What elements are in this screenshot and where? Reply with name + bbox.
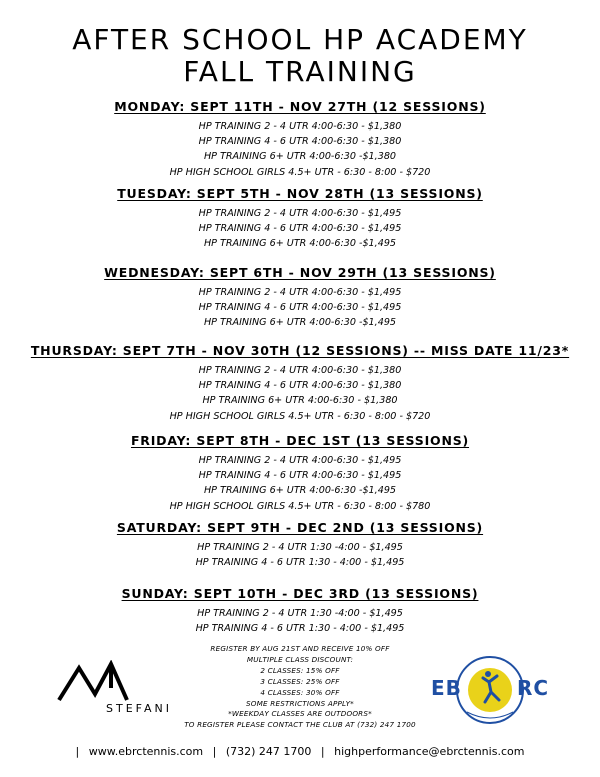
footer-separator: | — [212, 745, 217, 758]
day-block-friday — [0, 430, 600, 514]
session-item: HP TRAINING 6+ UTR 4:00-6:30 -$1,495 — [203, 485, 397, 497]
day-block-sunday — [0, 583, 600, 636]
session-list-saturday — [0, 540, 600, 570]
note-item: 4 CLASSES: 30% OFF — [260, 687, 340, 697]
session-item: HP HIGH SCHOOL GIRLS 4.5+ UTR - 6:30 - 8:00 - $720 — [169, 166, 431, 178]
ebrc-text-right: RC — [517, 676, 550, 700]
session-item: HP TRAINING 4 - 6 UTR 4:00-6:30 - $1,495 — [198, 302, 402, 314]
session-item: HP TRAINING 6+ UTR 4:00-6:30 -$1,495 — [203, 317, 397, 329]
day-block-tuesday — [0, 183, 600, 252]
session-item: HP TRAINING 2 - 4 UTR 4:00-6:30 - $1,495 — [198, 455, 402, 466]
session-item: HP TRAINING 4 - 6 UTR 4:00-6:30 - $1,495 — [198, 223, 402, 235]
note-item: REGISTER BY AUG 21ST AND RECEIVE 10% OFF — [210, 644, 390, 653]
note-item: 3 CLASSES: 25% OFF — [260, 676, 340, 686]
day-heading-monday: MONDAY: SEPT 11TH - NOV 27TH (12 SESSIONS) — [114, 99, 486, 114]
day-block-thursday — [0, 340, 600, 424]
day-block-saturday — [0, 517, 600, 570]
session-item: HP HIGH SCHOOL GIRLS 4.5+ UTR - 6:30 - 8:00 - $720 — [169, 410, 431, 422]
session-item: HP TRAINING 6+ UTR 4:00-6:30 -$1,380 — [203, 151, 397, 163]
footer-separator: | — [75, 745, 80, 758]
session-item: HP TRAINING 2 - 4 UTR 4:00-6:30 - $1,495 — [198, 208, 402, 219]
day-heading-wednesday: WEDNESDAY: SEPT 6TH - NOV 29TH (13 SESSIONS) — [104, 265, 496, 280]
session-item: HP TRAINING 2 - 4 UTR 4:00-6:30 - $1,380 — [198, 365, 402, 376]
day-heading-tuesday: TUESDAY: SEPT 5TH - NOV 28TH (13 SESSIONS) — [117, 186, 483, 201]
day-heading-friday: FRIDAY: SEPT 8TH - DEC 1ST (13 SESSIONS) — [130, 433, 470, 448]
session-item: HP TRAINING 2 - 4 UTR 1:30 -4:00 - $1,495 — [197, 608, 403, 619]
ebrc-text-left: EB — [431, 676, 462, 700]
footer-separator: | — [320, 745, 325, 758]
session-item: HP HIGH SCHOOL GIRLS 4.5+ UTR - 6:30 - 8:00 - $780 — [169, 500, 431, 512]
session-item: HP TRAINING 4 - 6 UTR 4:00-6:30 - $1,495 — [198, 470, 402, 482]
ebrc-logo — [425, 652, 555, 727]
session-list-wednesday — [0, 285, 600, 331]
session-item: HP TRAINING 4 - 6 UTR 1:30 - 4:00 - $1,495 — [195, 557, 405, 569]
session-list-sunday — [0, 606, 600, 636]
session-item: HP TRAINING 6+ UTR 4:00-6:30 - $1,380 — [202, 395, 398, 407]
session-list-friday — [0, 453, 600, 514]
day-heading-sunday: SUNDAY: SEPT 10TH - DEC 3RD (13 SESSIONS) — [121, 586, 479, 601]
session-list-thursday — [0, 363, 600, 424]
page-title-line-2: FALL TRAINING — [183, 55, 417, 88]
stefani-wordmark: STEFANI — [106, 702, 172, 715]
session-item: HP TRAINING 2 - 4 UTR 1:30 -4:00 - $1,495 — [197, 542, 403, 553]
note-item: *WEEKDAY CLASSES ARE OUTDOORS* — [228, 709, 372, 719]
email-link[interactable]: highperformance@ebrctennis.com — [334, 745, 525, 758]
session-item: HP TRAINING 4 - 6 UTR 4:00-6:30 - $1,380 — [198, 380, 402, 392]
note-item: TO REGISTER PLEASE CONTACT THE CLUB AT (732) 247 1700 — [184, 720, 416, 730]
day-block-monday — [0, 96, 600, 180]
phone-number[interactable]: (732) 247 1700 — [225, 745, 312, 758]
note-item: MULTIPLE CLASS DISCOUNT: — [246, 654, 354, 664]
day-block-wednesday — [0, 262, 600, 331]
session-item: HP TRAINING 2 - 4 UTR 4:00-6:30 - $1,495 — [198, 287, 402, 298]
session-list-tuesday — [0, 206, 600, 252]
stefani-logo — [55, 660, 180, 718]
website-link[interactable]: www.ebrctennis.com — [88, 745, 204, 758]
day-heading-saturday: SATURDAY: SEPT 9TH - DEC 2ND (13 SESSIONS) — [116, 520, 484, 535]
session-item: HP TRAINING 4 - 6 UTR 4:00-6:30 - $1,380 — [198, 136, 402, 148]
contact-footer — [0, 744, 600, 760]
session-item: HP TRAINING 6+ UTR 4:00-6:30 -$1,495 — [203, 238, 397, 250]
page-title-line-1: AFTER SCHOOL HP ACADEMY — [72, 23, 528, 56]
session-list-monday — [0, 119, 600, 180]
stefani-mark-icon — [55, 660, 180, 704]
session-item: HP TRAINING 2 - 4 UTR 4:00-6:30 - $1,380 — [198, 121, 402, 132]
note-item: 2 CLASSES: 15% OFF — [260, 665, 340, 675]
session-item: HP TRAINING 4 - 6 UTR 1:30 - 4:00 - $1,495 — [195, 623, 405, 635]
note-item: SOME RESTRICTIONS APPLY* — [246, 698, 354, 708]
day-heading-thursday: THURSDAY: SEPT 7TH - NOV 30TH (12 SESSIONS) -- MISS DATE 11/23* — [30, 343, 570, 358]
